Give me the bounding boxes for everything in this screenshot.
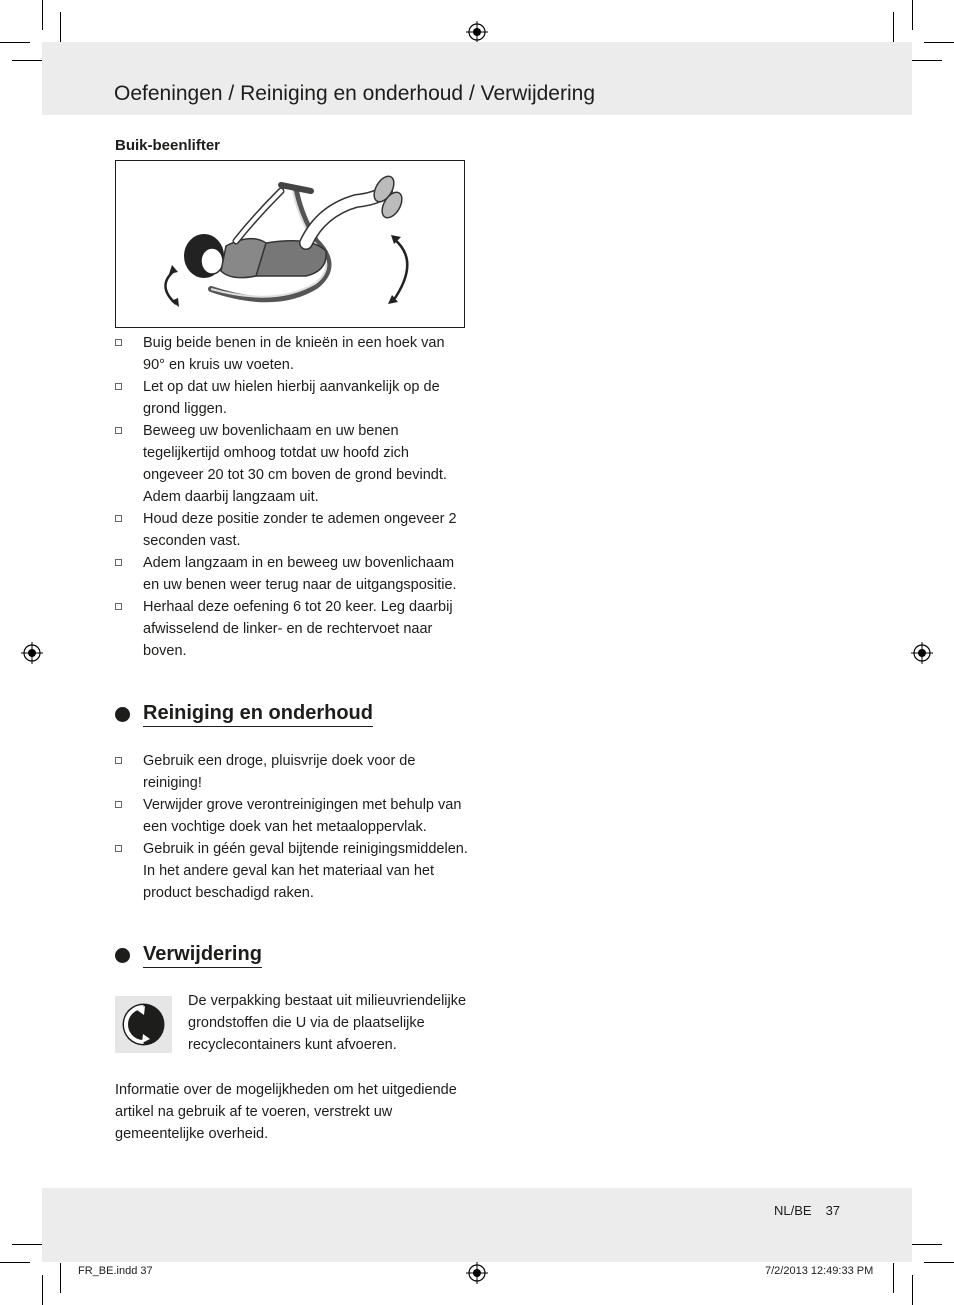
cleaning-list [115,750,470,904]
registration-mark-icon [466,21,488,43]
checkbox-bullet-icon [115,845,122,852]
crop-mark [42,1275,43,1305]
exercise-steps-list [115,332,470,662]
bullet-dot-icon [115,948,130,963]
green-dot-recycle-icon [115,996,172,1053]
crop-mark [912,1244,942,1245]
list-item: Houd deze positie zonder te ademen ongeveer 2 seconden vast. [115,508,470,552]
registration-mark-icon [911,642,933,664]
crop-mark [0,1262,30,1263]
bullet-dot-icon [115,707,130,722]
crop-mark [924,42,954,43]
checkbox-bullet-icon [115,757,122,764]
crop-mark [60,1263,61,1293]
crop-mark [924,1262,954,1263]
crop-mark [60,12,61,42]
checkbox-bullet-icon [115,801,122,808]
exercise-title: Buik-beenlifter [115,137,221,154]
crop-mark [912,0,913,30]
crop-mark [893,1263,894,1293]
checkbox-bullet-icon [115,427,122,434]
checkbox-bullet-icon [115,515,122,522]
cleaning-section-heading: Reiniging en onderhoud [115,702,373,727]
registration-mark-icon [466,1262,488,1284]
registration-mark-icon [21,642,43,664]
packaging-text: De verpakking bestaat uit milieuvriendelijke grondstoffen die U via de plaatselijke recyclecontainers kunt afvoeren. [188,993,467,1053]
page-number: NL/BE 37 [774,1203,841,1218]
checkbox-bullet-icon [115,603,122,610]
crop-mark [912,1275,913,1305]
timestamp-slug: 7/2/2013 12:49:33 PM [765,1265,874,1277]
exercise-figure [115,160,465,328]
disposal-info-text: Informatie over de mogelijkheden om het uitgediende artikel na gebruik af te voeren, verstrekt uw gemeentelijke overheid. [115,1082,457,1142]
crop-mark [893,12,894,42]
page-title: Oefeningen / Reiniging en onderhoud / Verwijdering [114,82,596,105]
list-item: Let op dat uw hielen hierbij aanvankelijk op de grond liggen. [115,376,470,420]
list-item: Herhaal deze oefening 6 tot 20 keer. Leg daarbij afwisselend de linker- en de rechtervoet naar boven. [115,596,470,662]
crop-mark [12,1244,42,1245]
crop-mark [0,42,30,43]
disposal-section-heading: Verwijdering [115,943,262,968]
list-item: Adem langzaam in en beweeg uw bovenlichaam en uw benen weer terug naar de uitgangspositie. [115,552,470,596]
file-slug: FR_BE.indd 37 [78,1265,153,1277]
crop-mark [12,60,42,61]
footer-band [42,1188,912,1262]
checkbox-bullet-icon [115,383,122,390]
list-item: Gebruik een droge, pluisvrije doek voor de reiniging! [115,750,470,794]
list-item: Buig beide benen in de knieën in een hoek van 90° en kruis uw voeten. [115,332,470,376]
crop-mark [42,0,43,30]
checkbox-bullet-icon [115,339,122,346]
list-item: Verwijder grove verontreinigingen met behulp van een vochtige doek van het metaaloppervlak. [115,794,470,838]
checkbox-bullet-icon [115,559,122,566]
person-exercise-illustration-icon [116,161,464,327]
list-item: Beweeg uw bovenlichaam en uw benen tegelijkertijd omhoog totdat uw hoofd zich ongeveer 20 tot 30 cm boven de grond bevindt. Adem daarbij langzaam uit. [115,420,470,508]
crop-mark [912,60,942,61]
list-item: Gebruik in géén geval bijtende reinigingsmiddelen. In het andere geval kan het materiaal van het product beschadigd raken. [115,838,470,904]
